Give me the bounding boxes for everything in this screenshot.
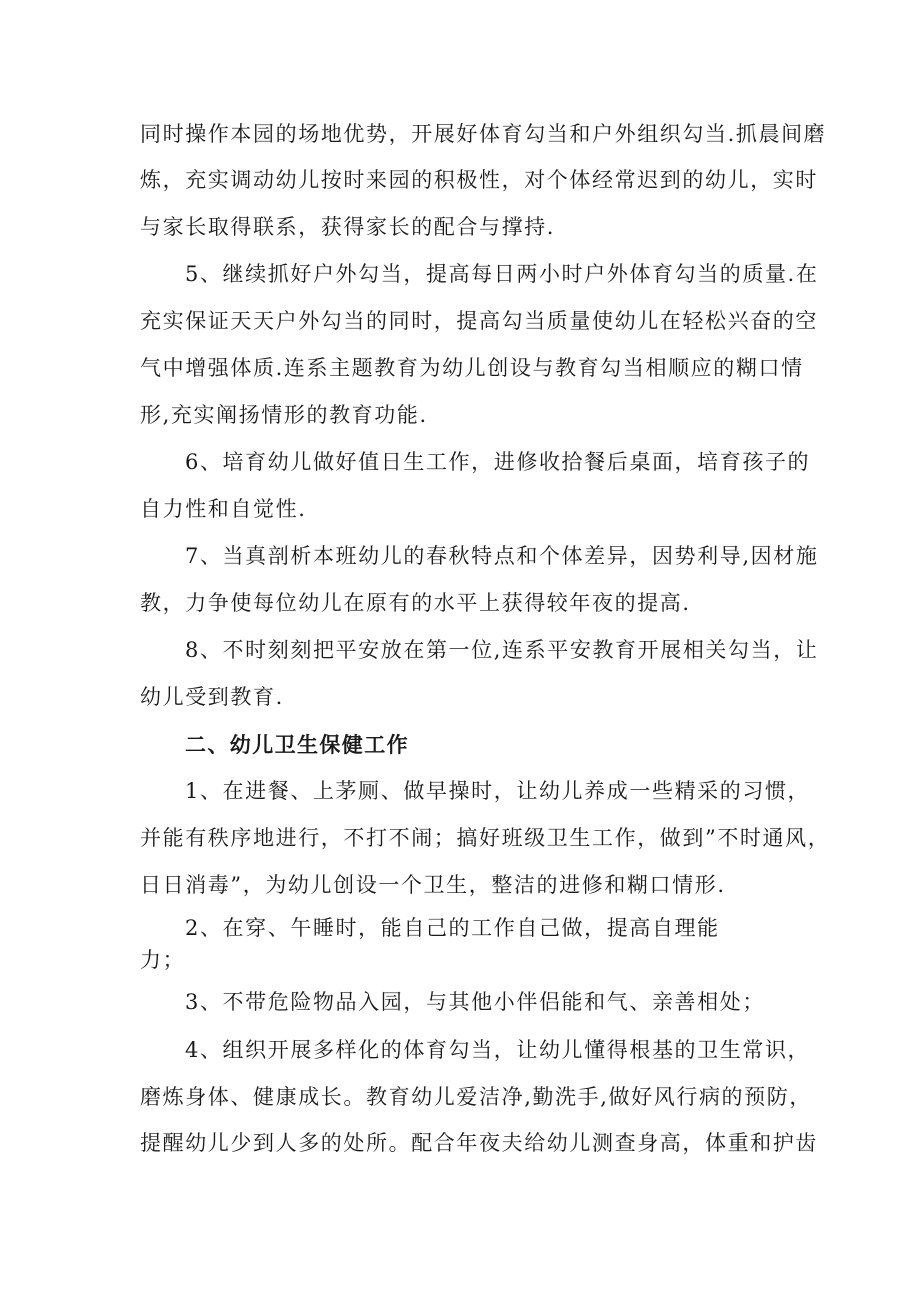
text-line: 并能有秩序地进行，不打不闹；搞好班级卫生工作，做到”不时通风， — [140, 826, 831, 850]
text-line: 炼，充实调动幼儿按时来园的积极性，对个体经常迟到的幼儿，实时 — [140, 168, 818, 192]
text-line: 同时操作本园的场地优势，开展好体育勾当和户外组织勾当.抓晨间磨 — [140, 122, 827, 146]
paragraph-4-start: 4、组织开展多样化的体育勾当，让幼儿懂得根基的卫生常识， — [185, 1038, 811, 1062]
text-line: 教，力争使每位幼儿在原有的水平上获得较年夜的提高. — [140, 591, 691, 615]
paragraph-2-start: 2、在穿、午睡时，能自己的工作自己做，提高自理能 — [185, 916, 720, 940]
paragraph-1-start: 1、在进餐、上茅厕、做早操时，让幼儿养成一些精采的习惯， — [185, 779, 811, 803]
text-line: 与家长取得联系，获得家长的配合与撑持. — [140, 215, 556, 239]
paragraph-8-start: 8、不时刻刻把平安放在第一位,连系平安教育开展相关勾当，让 — [185, 638, 819, 662]
text-line: 日日消毒”，为幼儿创设一个卫生，整洁的进修和糊口情形. — [140, 873, 726, 897]
text-line: 提醒幼儿少到人多的处所。配合年夜夫给幼儿测查身高，体重和护齿 — [140, 1131, 818, 1155]
text-line: 自力性和自觉性. — [140, 497, 307, 521]
text-line: 形,充实阐扬情形的教育功能. — [140, 403, 428, 427]
paragraph-7-start: 7、当真剖析本班幼儿的春秋特点和个体差异，因势利导,因材施 — [185, 544, 819, 568]
paragraph-5-start: 5、继续抓好户外勾当，提高每日两小时户外体育勾当的质量.在 — [185, 262, 819, 286]
text-line: 幼儿受到教育. — [140, 685, 284, 709]
section-heading: 二、幼儿卫生保健工作 — [185, 733, 409, 757]
text-line: 力； — [140, 948, 186, 972]
text-line: 气中增强体质.连系主题教育为幼儿创设与教育勾当相顺应的糊口情 — [140, 356, 804, 380]
text-line: 磨炼身体、健康成长。教育幼儿爱洁净,勤洗手,做好风行病的预防， — [140, 1085, 812, 1109]
text-line: 充实保证天天户外勾当的同时，提高勾当质量使幼儿在轻松兴奋的空 — [140, 309, 818, 333]
paragraph-6-start: 6、培育幼儿做好值日生工作，进修收拾餐后桌面，培育孩子的 — [185, 450, 811, 474]
paragraph-3: 3、不带危险物品入园，与其他小伴侣能和气、亲善相处； — [185, 990, 765, 1014]
